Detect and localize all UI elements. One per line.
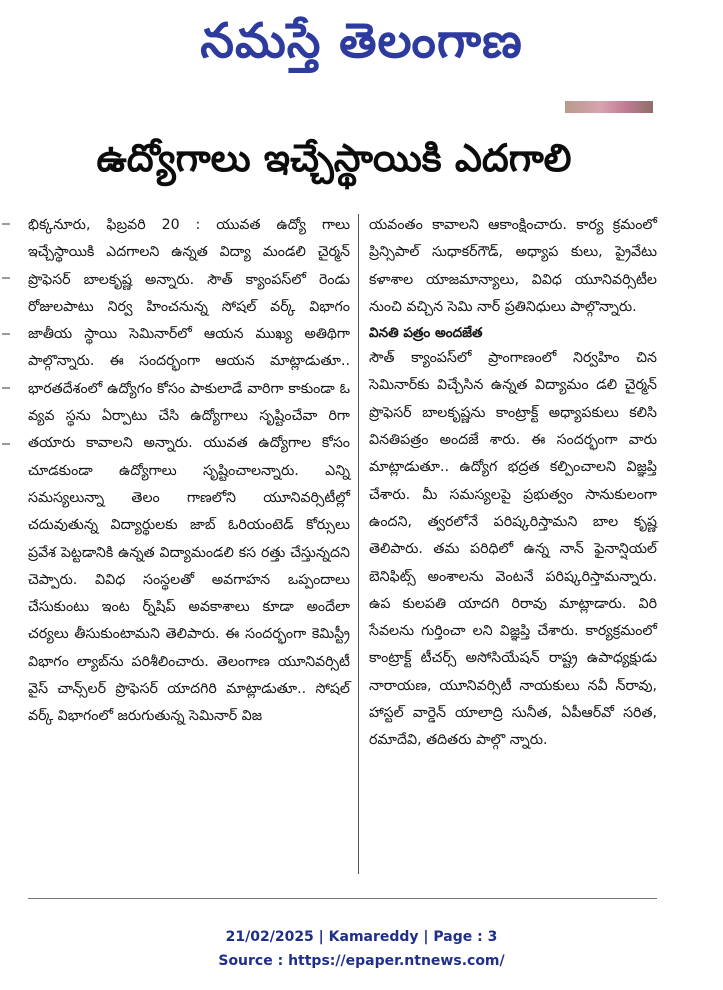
bottom-rule (28, 898, 657, 899)
right-column-text-1: యవంతం కావాలని ఆకాంక్షించారు. కార్య క్రమంలో ప్రిన్సిపాల్ సుధాకర్‌గౌడ్, అధ్యాప కులు, ప్రైవేటు కళాశాల యాజమాన్యాలు, వివిధ యూనివర్సిటీల నుంచి వచ్చిన సెమి నార్ ప్రతినిధులు పాల్గొన్నారు. (369, 217, 657, 315)
page-footer (0, 925, 723, 973)
article-subheading: వినతి పత్రం అందజేత (369, 325, 483, 342)
article-right-column (369, 212, 657, 755)
article-headline: ఉద్యోగాలు ఇచ్చేస్థాయికి ఎదగాలి (96, 136, 572, 180)
article-left-column (28, 212, 350, 731)
photo-fragment (565, 101, 653, 113)
margin-marks (2, 215, 12, 875)
edition-info: 21/02/2025 | Kamareddy | Page : 3 (225, 929, 498, 945)
left-column-text: భిక్కనూరు, ఫిబ్రవరి 20 : యువత ఉద్యో గాలు ఇచ్చేస్థాయికి ఎదగాలని ఉన్నత విద్యా మండలి చైర్మన్ ప్రొఫెసర్ బాలకృష్ణ అన్నారు. సౌత్ క్యాంపస్‌లో రెండు రోజులపాటు నిర్వ హించనున్న సోషల్ వర్క్ విభాగం జాతీయ స్థాయి సెమినార్‌లో ఆయన ముఖ్య అతిథిగా పాల్గొన్నారు. ఈ సందర్భంగా ఆయన మాట్లాడుతూ.. భారతదేశంలో ఉద్యోగం కోసం పాకులాడే వారిగా కాకుండా ఓ వ్యవ స్థను ఏర్పాటు చేసి ఉద్యోగాలు సృష్టించేవా రిగా తయారు కావాలని అన్నారు. యువత ఉద్యోగాల కోసం చూడకుండా ఉద్యోగాలు సృష్టించాలన్నారు. ఎన్ని సమస్యలున్నా తెలం గాణలోని యూనివర్సిటీల్లో చదువుతున్న విద్యార్థులకు జాబ్ ఓరియంటెడ్ కోర్సులు ప్రవేశ పెట్టడానికి ఉన్నత విద్యామండలి కస రత్తు చేస్తున్నదని చెప్పారు. వివిధ సంస్థలతో అవగాహన ఒప్పందాలు చేసుకుంటు ఇంట ర్న్‌షిప్ అవకాశాలు కూడా అందేలా చర్యలు తీసుకుంటామని తెలిపారు. ఈ సందర్భంగా కెమిస్ట్రీ విభాగం ల్యాబ్‌ను పరిశీలించారు. తెలంగాణ యూనివర్సిటీ వైస్ చాన్స్‌లర్ ప్రొఫెసర్ యాదగిరి మాట్లాడుతూ.. సోషల్ వర్క్ విభాగంలో జరుగుతున్న సెమినార్ విజ (28, 217, 350, 725)
column-divider (358, 214, 359, 874)
newspaper-logo: నమస్తే తెలంగాణ (200, 13, 523, 69)
source-link[interactable]: Source : https://epaper.ntnews.com/ (218, 953, 505, 969)
masthead (0, 6, 723, 76)
right-column-text-2: సౌత్ క్యాంపస్‌లో ప్రాంగాణంలో నిర్వహిం చిన సెమినార్‌కు విచ్చేసిన ఉన్నత విద్యామం డలి చైర్మన్ ప్రొఫెసర్ బాలకృష్ణను కాంట్రాక్ట్ అధ్యాపకులు కలిసి వినతిపత్రం అందజే శారు. ఈ సందర్భంగా వారు మాట్లాడుతూ.. ఉద్యోగ భద్రత కల్పించాలని విజ్ఞప్తి చేశారు. మీ సమస్యలపై ప్రభుత్వం సానుకులంగా ఉందని, త్వరలోనే పరిష్కరిస్తామని బాల కృష్ణ తెలిపారు. తమ పరిధిలో ఉన్న నాన్ ఫైనాన్షియల్ బెనిఫిట్స్ అంశాలను వెంటనే పరిష్కరిస్తామన్నారు. ఉప కులపతి యాదగి రిరావు మాట్లాడారు. విరి సేవలను గుర్తించా లని విజ్ఞప్తి చేశారు. కార్యక్రమంలో కాంట్రాక్ట్ టీచర్స్ అసోసియేషన్ రాష్ట్ర ఉపాధ్యక్షుడు నారాయణ, యూనివర్సిటీ నాయకులు నవీ న్‌రావు, హాస్టల్ వార్డెన్ యాలాద్రి సునీత, ఏపీఆర్‌వో సరిత, రమాదేవి, తదితరు పాల్గొ న్నారు. (369, 350, 657, 749)
